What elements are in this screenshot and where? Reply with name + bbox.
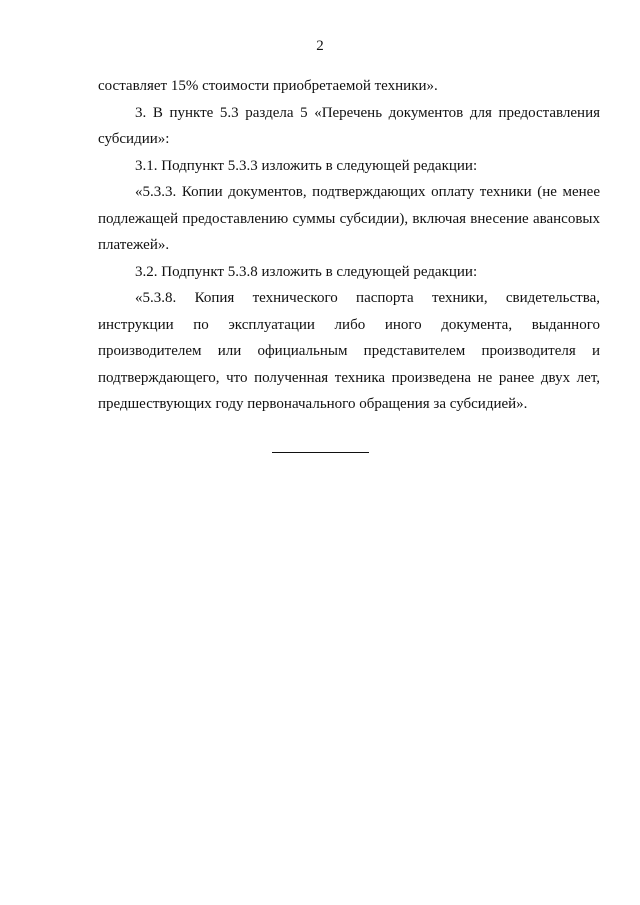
- closing-divider: [272, 452, 369, 453]
- paragraph-quote-5-3-3: «5.3.3. Копии документов, подтверждающих оплату техники (не менее подлежащей предоставлению суммы субсидии), включая внесение авансовых платежей».: [98, 184, 600, 253]
- paragraph-item-3-1: 3.1. Подпункт 5.3.3 изложить в следующей редакции:: [135, 157, 478, 174]
- paragraph-quote-5-3-8: «5.3.8. Копия технического паспорта техники, свидетельства, инструкции по эксплуатации либо иного документа, выданного производителем или официальным представителем производителя и подтверждающего, что полученная техника произведена не ранее двух лет, предшествующих году первоначального обращения за субсидией».: [98, 290, 600, 412]
- paragraph-item-3-2: 3.2. Подпункт 5.3.8 изложить в следующей редакции:: [135, 263, 478, 280]
- paragraph-continuation: составляет 15% стоимости приобретаемой техники».: [98, 78, 438, 94]
- paragraph-item-3: 3. В пункте 5.3 раздела 5 «Перечень документов для предоставления субсидии»:: [98, 104, 600, 147]
- page-number: 2: [316, 38, 324, 54]
- document-body: [98, 73, 600, 418]
